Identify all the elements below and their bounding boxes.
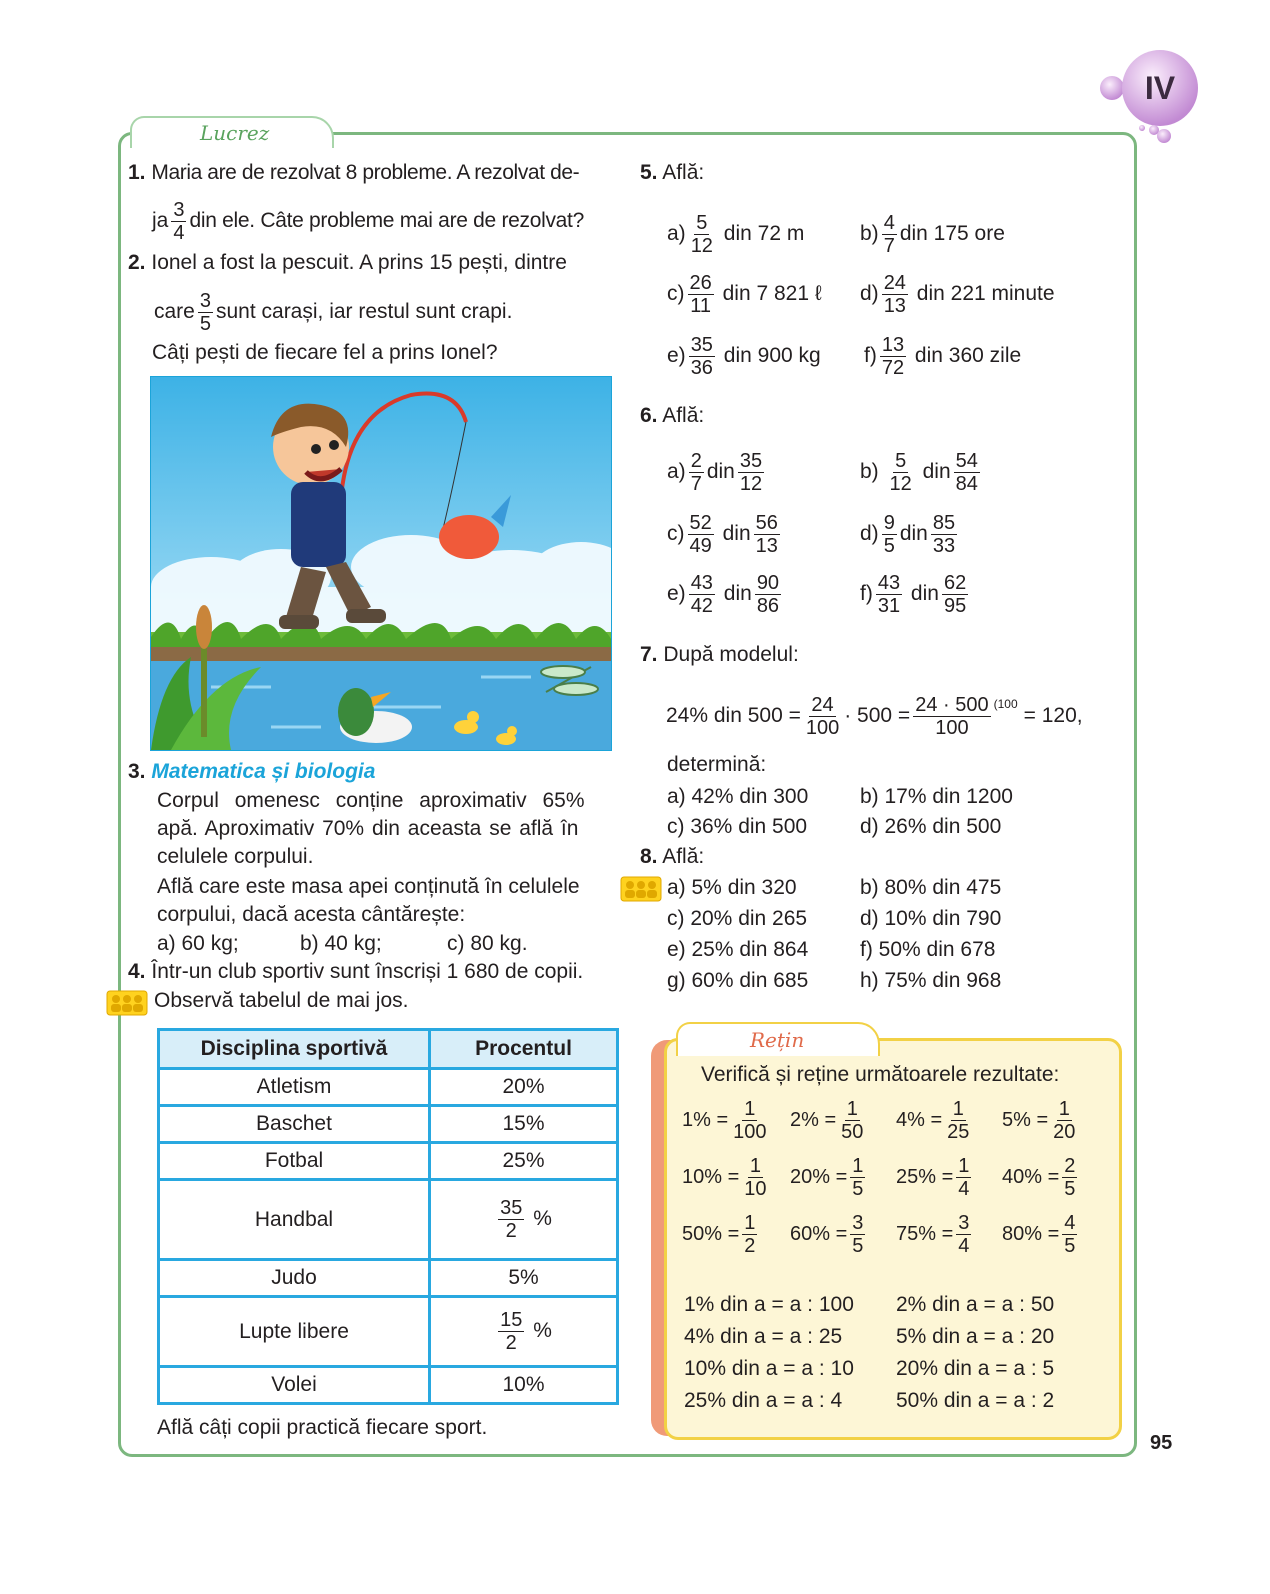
sports-table <box>157 1028 619 1405</box>
percent-fraction-equivalence: 40% = $\frac{2}{5}$ <box>1002 1155 1076 1200</box>
percent-rule: 4% din a = a : 25 <box>684 1325 843 1348</box>
problem-6-item-d: d) $\frac{9}{5}$ din $\frac{85}{33}$ <box>860 512 956 557</box>
sport-cell: Lupte libere <box>159 1297 430 1367</box>
sport-cell: Handbal <box>159 1180 430 1260</box>
problem-8-item-h: h) 75% din 968 <box>860 969 1002 992</box>
problem-8-item-d: d) 10% din 790 <box>860 907 1002 930</box>
problem-5-item-c: c) $\frac{26}{11}$ din 7 821 ℓ <box>667 272 822 317</box>
problem-7-model: 24% din 500 = $\frac{24}{100}$ · 500 = $\frac{24 \cdot 500}{100}$ $^{(100}$ = 120, <box>666 693 1083 739</box>
table-row <box>159 1297 618 1367</box>
table-row <box>159 1069 618 1106</box>
problem-7-item-b: b) 17% din 1200 <box>860 785 1013 808</box>
sport-cell: Judo <box>159 1260 430 1297</box>
problem-8-item-c: c) 20% din 265 <box>667 907 808 930</box>
percent-cell: 15% <box>430 1106 618 1143</box>
percent-fraction-equivalence: 5% = $\frac{1}{20}$ <box>1002 1098 1076 1143</box>
percent-fraction-equivalence: 10% = $\frac{1}{10}$ <box>682 1155 767 1200</box>
group-work-icon <box>620 876 662 902</box>
problem-7-item-a: a) 42% din 300 <box>667 785 809 808</box>
table-row <box>159 1106 618 1143</box>
percent-rule: 20% din a = a : 5 <box>896 1357 1055 1380</box>
problem-7-title: 7. După modelul: <box>640 643 799 666</box>
table-row <box>159 1143 618 1180</box>
table-header-row <box>159 1030 618 1069</box>
fraction: $\frac{3}{4}$ <box>173 199 185 244</box>
problem-7-item-c: c) 36% din 500 <box>667 815 808 838</box>
problem-6-item-a: a) $\frac{2}{7}$ din $\frac{35}{12}$ <box>667 450 763 495</box>
problem-7-item-d: d) 26% din 500 <box>860 815 1002 838</box>
chapter-number: IV <box>1144 70 1176 106</box>
percent-cell: 5% <box>430 1260 618 1297</box>
problem-5-item-a: a) $\frac{5}{12}$ din 72 m <box>667 212 805 257</box>
problem-4: 4. Într-un club sportiv sunt înscriși 1 680 de copii. <box>128 960 584 983</box>
table-header: Procentul <box>430 1030 618 1069</box>
sport-cell: Fotbal <box>159 1143 430 1180</box>
percent-fraction-equivalence: 1% = $\frac{1}{100}$ <box>682 1098 767 1143</box>
problem-5-item-b: b) $\frac{4}{7}$ din 175 ore <box>860 212 1005 257</box>
sport-cell: Volei <box>159 1367 430 1404</box>
sport-cell: Atletism <box>159 1069 430 1106</box>
page-number: 95 <box>1150 1432 1173 1454</box>
percent-fraction-equivalence: 60% = $\frac{3}{5}$ <box>790 1212 864 1257</box>
problem-6-title: 6. Află: <box>640 404 705 427</box>
problem-3-option-a: a) 60 kg; <box>157 932 239 955</box>
fraction: $\frac{3}{5}$ <box>199 290 211 335</box>
percent-fraction-equivalence: 4% = $\frac{1}{25}$ <box>896 1098 970 1143</box>
problem-2-line2: care $\frac{3}{5}$ sunt carași, iar restul sunt crapi. <box>154 290 513 335</box>
percent-rule: 2% din a = a : 50 <box>896 1293 1055 1316</box>
problem-3-title: 3. Matematica și biologia <box>128 760 376 783</box>
problem-8-item-b: b) 80% din 475 <box>860 876 1002 899</box>
percent-fraction-equivalence: 50% = $\frac{1}{2}$ <box>682 1212 756 1257</box>
problem-1-line2: ja $\frac{3}{4}$ din ele. Câte probleme mai are de rezolvat? <box>152 199 584 244</box>
percent-fraction-equivalence: 80% = $\frac{4}{5}$ <box>1002 1212 1076 1257</box>
problem-5-title: 5. Află: <box>640 161 705 184</box>
problem-3-line-4: Află care este masa apei conținută în celulele <box>157 875 580 898</box>
table-row <box>159 1367 618 1404</box>
problem-1: 1. Maria are de rezolvat 8 probleme. A rezolvat de- <box>128 161 580 184</box>
table-header: Disciplina sportivă <box>159 1030 430 1069</box>
problem-7-determine: determină: <box>667 753 767 776</box>
section-tab-retin: Rețin <box>676 1022 880 1056</box>
sport-cell: Baschet <box>159 1106 430 1143</box>
percent-rule: 10% din a = a : 10 <box>684 1357 854 1380</box>
percent-cell: 10% <box>430 1367 618 1404</box>
problem-3-line-3: celulele corpului. <box>157 845 314 868</box>
percent-rule: 1% din a = a : 100 <box>684 1293 854 1316</box>
percent-fraction-equivalence: 25% = $\frac{1}{4}$ <box>896 1155 970 1200</box>
problem-5-item-f: f) $\frac{13}{72}$ din 360 zile <box>864 334 1022 379</box>
percent-cell: 20% <box>430 1069 618 1106</box>
problem-3-line-1: Corpul omenesc conține aproximativ 65% <box>157 789 585 812</box>
percent-rule: 5% din a = a : 20 <box>896 1325 1055 1348</box>
fishing-illustration <box>150 376 612 751</box>
problem-8-item-f: f) 50% din 678 <box>860 938 996 961</box>
percent-rule: 50% din a = a : 2 <box>896 1389 1055 1412</box>
table-row <box>159 1260 618 1297</box>
problem-6-item-f: f) $\frac{43}{31}$ din $\frac{62}{95}$ <box>860 572 967 617</box>
problem-3-option-b: b) 40 kg; <box>300 932 382 955</box>
percent-fraction-equivalence: 75% = $\frac{3}{4}$ <box>896 1212 970 1257</box>
percent-cell: 25% <box>430 1143 618 1180</box>
percent-fraction-equivalence: 2% = $\frac{1}{50}$ <box>790 1098 864 1143</box>
table-row <box>159 1180 618 1260</box>
problem-6-item-e: e) $\frac{43}{42}$ din $\frac{90}{86}$ <box>667 572 780 617</box>
percent-cell: $\frac{35}{2}$ % <box>430 1180 618 1260</box>
problem-6-item-b: b) $\frac{5}{12}$ din $\frac{54}{84}$ <box>860 450 978 495</box>
problem-8-item-e: e) 25% din 864 <box>667 938 809 961</box>
retin-rules <box>684 1290 1104 1415</box>
percent-fraction-equivalence: 20% = $\frac{1}{5}$ <box>790 1155 864 1200</box>
percent-rule: 25% din a = a : 4 <box>684 1389 843 1412</box>
problem-5-item-d: d) $\frac{24}{13}$ din 221 minute <box>860 272 1055 317</box>
problem-3-line-5: corpului, dacă acesta cântărește: <box>157 903 466 926</box>
problem-4-line2: Observă tabelul de mai jos. <box>154 989 409 1012</box>
problem-8-item-a: a) 5% din 320 <box>667 876 797 899</box>
problem-3-line-2: apă. Aproximativ 70% din aceasta se află în <box>157 817 579 840</box>
problem-4-final: Află câți copii practică fiecare sport. <box>157 1416 488 1439</box>
section-tab-lucrez: Lucrez <box>130 116 334 148</box>
problem-5-item-e: e) $\frac{35}{36}$ din 900 kg <box>667 334 821 379</box>
problem-3-option-c: c) 80 kg. <box>447 932 528 955</box>
problem-6-item-c: c) $\frac{52}{49}$ din $\frac{56}{13}$ <box>667 512 778 557</box>
percent-cell: $\frac{15}{2}$ % <box>430 1297 618 1367</box>
retin-fractions <box>682 1098 1102 1257</box>
problem-8-item-g: g) 60% din 685 <box>667 969 809 992</box>
problem-8-title: 8. Află: <box>640 845 705 868</box>
problem-2: 2. Ionel a fost la pescuit. A prins 15 pești, dintre <box>128 251 567 274</box>
problem-2-question: Câți pești de fiecare fel a prins Ionel? <box>152 341 498 364</box>
retin-intro: Verifică și reține următoarele rezultate: <box>701 1063 1060 1086</box>
group-work-icon <box>106 990 148 1016</box>
